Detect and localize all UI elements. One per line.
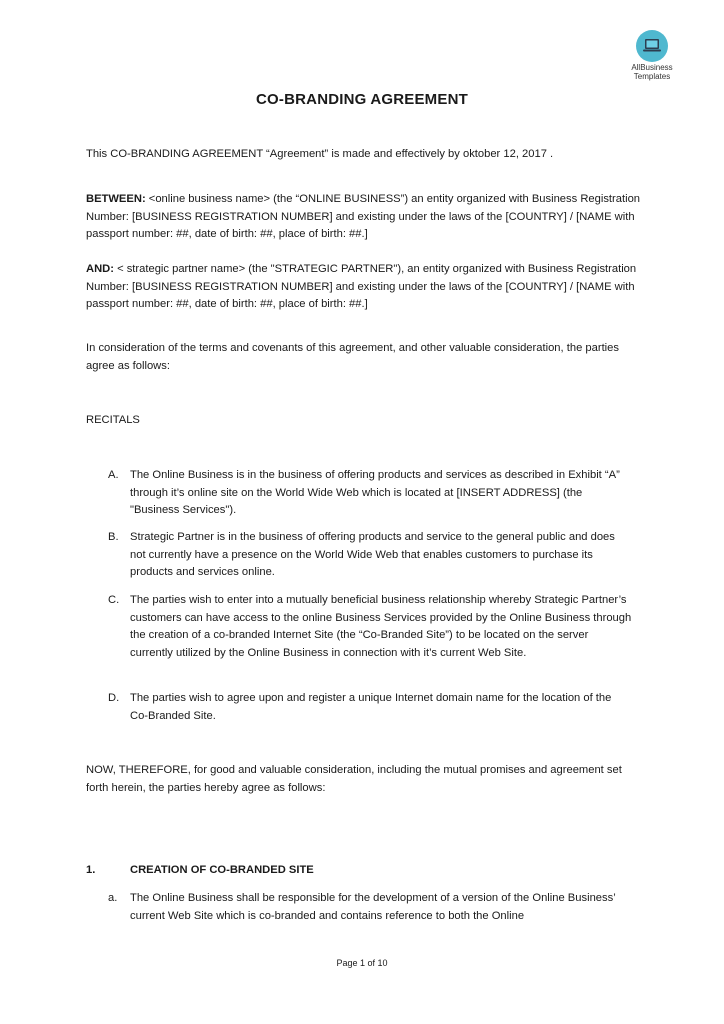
recital-letter: D.: [108, 692, 120, 704]
page-footer: Page 1 of 10: [336, 958, 388, 968]
recital-text: The parties wish to agree upon and register a unique Internet domain name for the location of the Co-Branded Site.: [130, 692, 612, 722]
allbusiness-logo: [624, 30, 680, 81]
and-paragraph: [86, 261, 646, 314]
laptop-icon: [636, 30, 668, 62]
section-item-letter: a.: [108, 892, 118, 904]
logo-text: [624, 63, 680, 81]
and-text: < strategic partner name> (the "STRATEGIC PARTNER"), an entity organized with Business Registration Number: [BUSINESS REGISTRATION NUMBER] and existing under the laws of the [COUNTRY] / [NAME with passport number: ##, date of birth: ##, place of birth: ##.]: [86, 263, 637, 310]
recital-letter: B.: [108, 531, 119, 543]
logo-line-1: AllBusiness: [631, 63, 673, 72]
section-title: CREATION OF CO-BRANDED SITE: [130, 864, 314, 876]
recital-letter: C.: [108, 594, 120, 606]
between-label: BETWEEN:: [86, 193, 146, 205]
between-paragraph: [86, 191, 646, 244]
recital-letter: A.: [108, 469, 119, 481]
section-number: 1.: [86, 864, 96, 876]
section-item-text: The Online Business shall be responsible for the development of a version of the Online Business’ current Web Site which is co-branded and contains reference to both the Online: [130, 892, 616, 922]
between-text: <online business name> (the “ONLINE BUSINESS”) an entity organized with Business Registration Number: [BUSINESS REGISTRATION NUMBER] and existing under the laws of the [COUNTRY] / [NAME with passport number: ##, date of birth: ##, place of birth: ##.]: [86, 193, 641, 240]
recital-text: The parties wish to enter into a mutually beneficial business relationship whereby Strategic Partner’s customers can have access to the online Business Services provided by the Online Business through the creation of a co-branded Internet Site (the “Co-Branded Site”) to be located on the server currently utilized by the Online Business in connection with it’s current Web Site.: [130, 594, 632, 659]
recitals-heading: RECITALS: [86, 414, 140, 426]
recital-text: The Online Business is in the business of offering products and services as described in Exhibit “A” through it’s online site on the World Wide Web which is located at [INSERT ADDRESS] (the "Business Services").: [130, 469, 620, 516]
recital-text: Strategic Partner is in the business of offering products and service to the general public and does not currently have a presence on the World Wide Web that enables customers to purchase its products and services online.: [130, 531, 615, 578]
intro-paragraph: This CO-BRANDING AGREEMENT “Agreement” is made and effectively by oktober 12, 2017 .: [86, 148, 554, 160]
now-therefore-paragraph: NOW, THEREFORE, for good and valuable consideration, including the mutual promises and agreement set forth herein, the parties hereby agree as follows:: [86, 764, 622, 794]
consideration-paragraph: In consideration of the terms and covenants of this agreement, and other valuable consideration, the parties agree as follows:: [86, 342, 619, 372]
and-label: AND:: [86, 263, 114, 275]
document-title: CO-BRANDING AGREEMENT: [256, 91, 468, 108]
logo-line-2: Templates: [633, 72, 671, 81]
